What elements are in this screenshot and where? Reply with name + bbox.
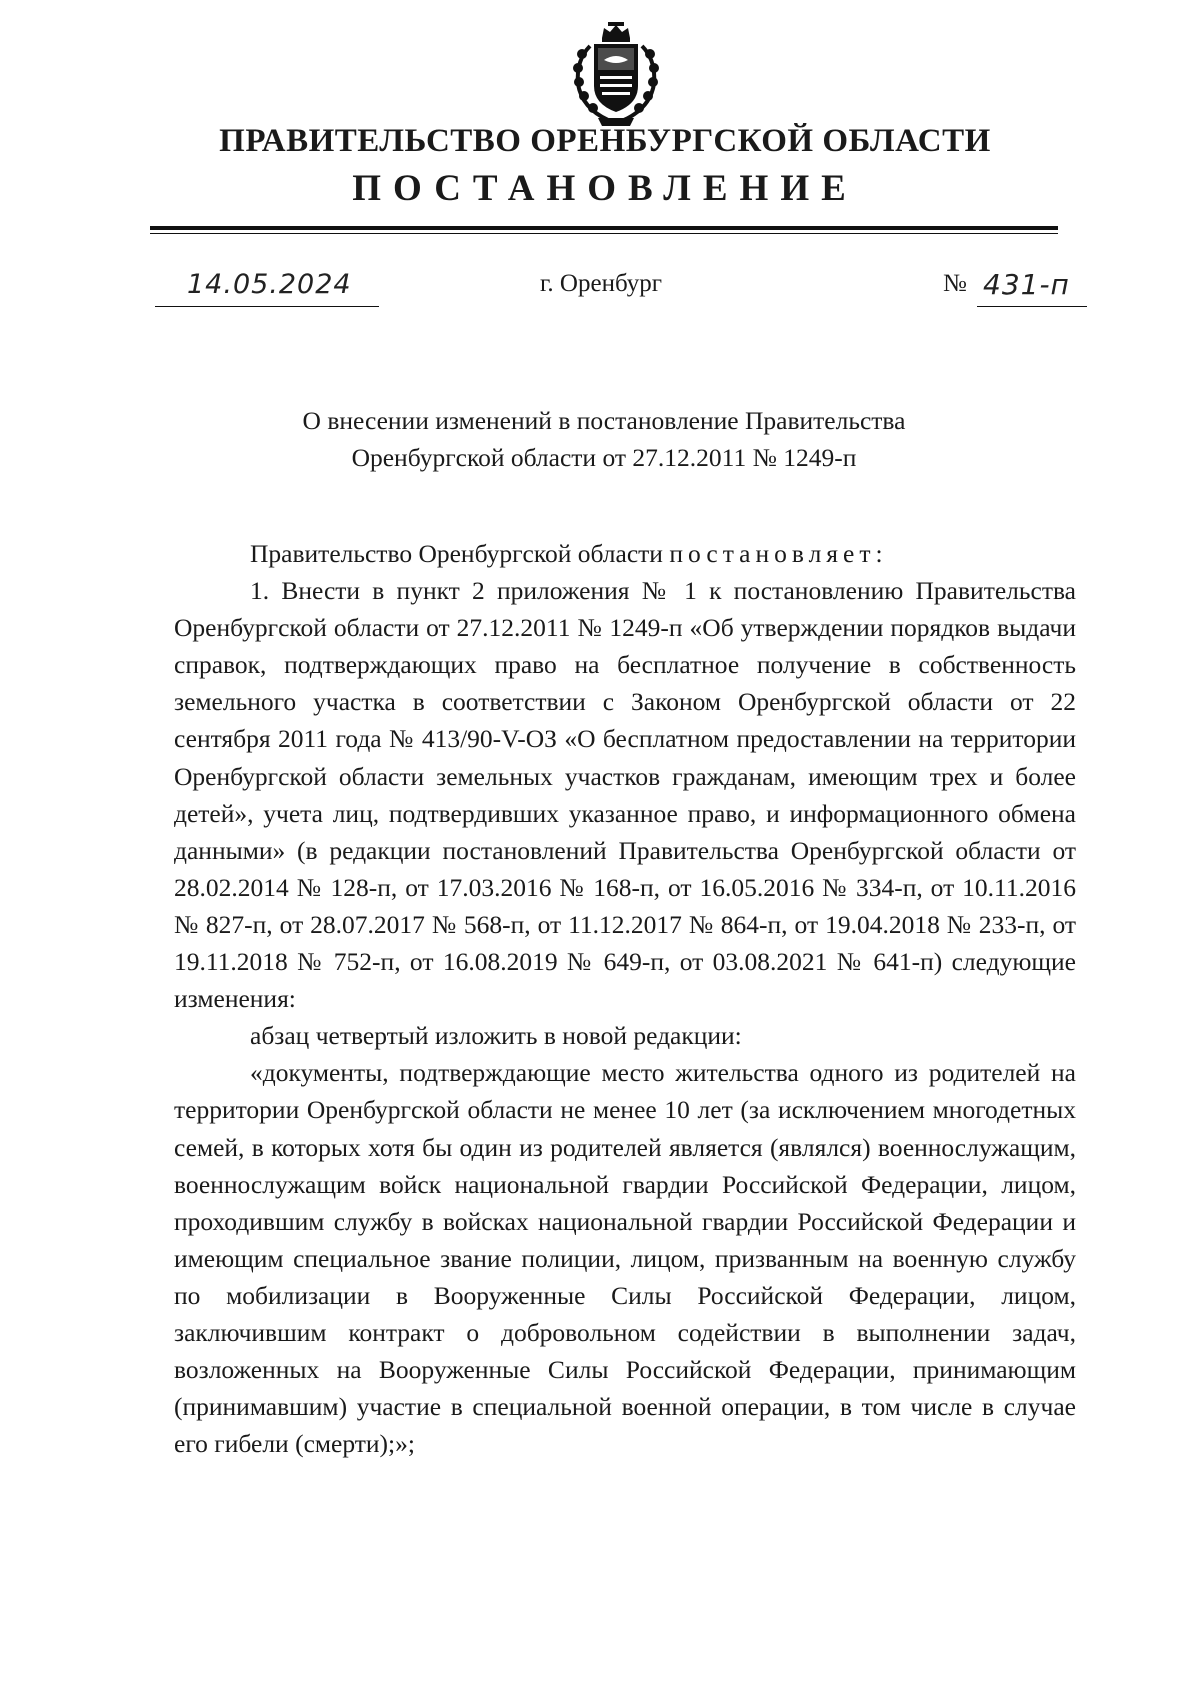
- intro-paragraph: [174, 535, 1076, 572]
- new-wording-paragraph: «документы, подтверждающие место жительства одного из родителей на территории Оренбургской области не менее 10 лет (за исключением многодетных семей, в которых хотя бы один из родителей является (являлся) военнослужащим, военнослужащим войск национальной гвардии Российской Федерации, лицом, проходившим службу в войсках национальной гвардии Российской Федерации и имеющим специальное звание полиции, лицом, призванным на военную службу по мобилизации в Вооруженные Силы Российской Федерации, лицом, заключившим контракт о добровольном содействии в выполнении задач, возложенных на Вооруженные Силы Российской Федерации, принимающим (принимавшим) участие в специальной военной операции, в том числе в случае его гибели (смерти);»;: [174, 1058, 1076, 1459]
- document-number-field: [977, 270, 1087, 307]
- document-body: [174, 535, 1076, 1462]
- subject-line-2: Оренбургской области от 27.12.2011 № 1249-п: [351, 443, 857, 472]
- intro-verb: постановляет:: [669, 539, 888, 568]
- document-city: г. Оренбург: [540, 270, 662, 297]
- coat-of-arms-icon: [568, 20, 664, 130]
- document-date: 14.05.2024: [187, 269, 352, 300]
- header-rule-thick: [150, 226, 1058, 230]
- document-number: 431-п: [983, 268, 1070, 301]
- subject-line-1: О внесении изменений в постановление Правительства: [302, 406, 906, 435]
- header-rule-thin: [150, 233, 1058, 234]
- document-number-label: №: [943, 270, 967, 297]
- document-type-title: ПОСТАНОВЛЕНИЕ: [352, 168, 858, 209]
- instruction-paragraph: абзац четвертый изложить в новой редакции:: [250, 1021, 742, 1051]
- item-1-paragraph: 1. Внести в пункт 2 приложения № 1 к постановлению Правительства Оренбургской области от 27.12.2011 № 1249-п «Об утверждении порядков выдачи справок, подтверждающих право на бесплатное получение в собственность земельного участка в соответствии с Законом Оренбургской области от 22 сентября 2011 года № 413/90-V-ОЗ «О бесплатном предоставлении на территории Оренбургской области земельных участков гражданам, имеющим трех и более детей», учета лиц, подтвердивших указанное право, и информационного обмена данными» (в редакции постановлений Правительства Оренбургской области от 28.02.2014 № 128-п, от 17.03.2016 № 168-п, от 16.05.2016 № 334-п, от 10.11.2016 № 827-п, от 28.07.2017 № 568-п, от 11.12.2017 № 864-п, от 19.04.2018 № 233-п, от 19.11.2018 № 752-п, от 16.08.2019 № 649-п, от 03.08.2021 № 641-п) следующие изменения:: [174, 576, 1076, 1014]
- government-title: ПРАВИТЕЛЬСТВО ОРЕНБУРГСКОЙ ОБЛАСТИ: [219, 123, 991, 159]
- intro-text: Правительство Оренбургской области: [250, 539, 670, 568]
- document-subject: [200, 402, 1008, 476]
- document-date-field: [155, 270, 379, 307]
